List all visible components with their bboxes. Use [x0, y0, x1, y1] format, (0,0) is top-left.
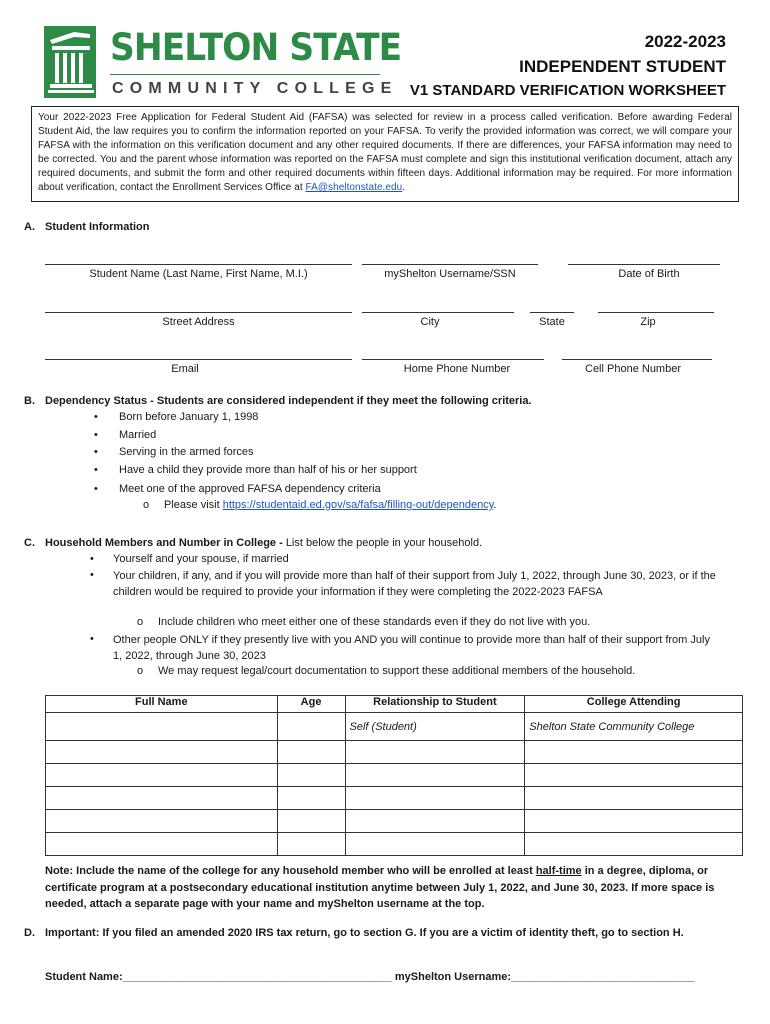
- col-header-college: College Attending: [525, 696, 743, 713]
- col-header-relationship: Relationship to Student: [345, 696, 525, 713]
- student-name-line[interactable]: [45, 264, 352, 265]
- intro-end: .: [402, 182, 406, 194]
- age-cell[interactable]: [277, 833, 345, 856]
- dependency-criterion: Have a child they provide more than half of his or her support: [119, 464, 417, 476]
- username-label: myShelton Username/SSN: [384, 268, 516, 280]
- full-name-cell[interactable]: [46, 741, 278, 764]
- dependency-link-line: [164, 499, 496, 511]
- intro-box: [31, 106, 739, 202]
- note-part-1: Note: Include the name of the college for any household member who will be enrolled at least: [45, 865, 536, 877]
- footer-username-field[interactable]: ______________________________: [511, 971, 695, 983]
- bullet-dot-icon: •: [94, 446, 98, 458]
- relationship-cell[interactable]: [345, 764, 525, 787]
- col-header-age: Age: [277, 696, 345, 713]
- college-cell[interactable]: Shelton State Community College: [525, 713, 743, 741]
- college-cell[interactable]: [525, 741, 743, 764]
- table-row: [46, 810, 743, 833]
- zip-line[interactable]: [598, 312, 714, 313]
- visit-prefix: Please visit: [164, 499, 223, 511]
- footer-username-label: myShelton Username:: [394, 971, 512, 983]
- section-b-letter: B.: [24, 395, 35, 407]
- relationship-cell[interactable]: Self (Student): [345, 713, 525, 741]
- table-row: [46, 741, 743, 764]
- college-subtitle: COMMUNITY COLLEGE: [112, 80, 398, 97]
- section-c-letter: C.: [24, 537, 35, 549]
- college-cell[interactable]: [525, 833, 743, 856]
- cell-phone-line[interactable]: [562, 359, 712, 360]
- college-cell[interactable]: [525, 764, 743, 787]
- state-label: State: [539, 316, 565, 328]
- full-name-cell[interactable]: [46, 764, 278, 787]
- sub-bullet-icon: o: [137, 616, 144, 628]
- age-cell[interactable]: [277, 787, 345, 810]
- footer-name-field[interactable]: ____________________________________________: [122, 971, 392, 983]
- age-cell[interactable]: [277, 810, 345, 833]
- footer-signature-line: [45, 971, 695, 983]
- state-line[interactable]: [530, 312, 574, 313]
- full-name-cell[interactable]: [46, 713, 278, 741]
- sub-bullet-icon: o: [143, 499, 150, 511]
- logo-divider: [110, 74, 380, 75]
- city-line[interactable]: [362, 312, 514, 313]
- student-name-label: Student Name (Last Name, First Name, M.I.): [89, 268, 308, 280]
- relationship-cell[interactable]: [345, 833, 525, 856]
- footer-name-label: Student Name:: [45, 971, 123, 983]
- home-phone-line[interactable]: [362, 359, 544, 360]
- relationship-cell[interactable]: [345, 787, 525, 810]
- college-logo: [44, 26, 96, 98]
- age-cell[interactable]: [277, 713, 345, 741]
- visit-end: .: [493, 499, 497, 511]
- note-part-2: in a degree, diploma, or certificate program at a postsecondary educational institution anytime between July 1, 2022, and June 30, 2023. If more space is needed, attach a separate page with your name and myShelton username at the top.: [45, 865, 715, 910]
- bullet-dot-icon: •: [94, 464, 98, 476]
- username-line[interactable]: [362, 264, 538, 265]
- email-label: Email: [171, 363, 199, 375]
- bullet-dot-icon: •: [94, 483, 98, 495]
- section-a-letter: A.: [24, 221, 35, 233]
- section-d-letter: D.: [24, 927, 35, 939]
- household-sub-criterion: We may request legal/court documentation to support these additional members of the household.: [158, 665, 636, 677]
- dependency-criterion: Serving in the armed forces: [119, 446, 254, 458]
- bullet-dot-icon: •: [90, 633, 94, 645]
- form-year: 2022-2023: [644, 32, 726, 51]
- bullet-dot-icon: •: [94, 411, 98, 423]
- street-line[interactable]: [45, 312, 352, 313]
- form-title: V1 STANDARD VERIFICATION WORKSHEET: [409, 82, 726, 99]
- cell-phone-label: Cell Phone Number: [585, 363, 681, 375]
- table-row: [46, 713, 743, 741]
- household-sub-criterion: Include children who meet either one of these standards even if they do not live with you.: [158, 616, 591, 628]
- dependency-criterion: Married: [119, 429, 157, 441]
- home-phone-label: Home Phone Number: [403, 363, 511, 375]
- age-cell[interactable]: [277, 764, 345, 787]
- household-criterion: Your children, if any, and if you will provide more than half of their support from July 1, 2022, through June 30, 2023, or if the children would be required to provide your information if they were completing the 2022-2023 FAFSA: [113, 570, 716, 598]
- section-c-title: [45, 537, 482, 549]
- half-time-note: [45, 863, 745, 913]
- bullet-dot-icon: •: [90, 569, 94, 581]
- table-header-row: [46, 696, 743, 713]
- zip-label: Zip: [640, 316, 656, 328]
- bullet-dot-icon: •: [94, 429, 98, 441]
- college-cell[interactable]: [525, 787, 743, 810]
- relationship-cell[interactable]: [345, 741, 525, 764]
- bullet-dot-icon: •: [90, 553, 94, 565]
- dob-label: Date of Birth: [618, 268, 680, 280]
- table-row: [46, 764, 743, 787]
- age-cell[interactable]: [277, 741, 345, 764]
- email-line[interactable]: [45, 359, 352, 360]
- enrollment-email-link[interactable]: FA@sheltonstate.edu: [305, 182, 403, 194]
- household-criterion: Yourself and your spouse, if married: [113, 553, 289, 565]
- full-name-cell[interactable]: [46, 833, 278, 856]
- note-half-time: half-time: [535, 865, 582, 877]
- form-student-type: INDEPENDENT STUDENT: [519, 57, 726, 76]
- household-criterion: Other people ONLY if they presently live with you AND you will continue to provide more than half of their support from July 1, 2022, through June 30, 2023: [113, 634, 710, 662]
- dob-line[interactable]: [568, 264, 720, 265]
- table-row: [46, 833, 743, 856]
- full-name-cell[interactable]: [46, 787, 278, 810]
- college-name: SHELTON STATE: [110, 26, 402, 69]
- section-c-instruction: List below the people in your household.: [285, 537, 483, 549]
- dependency-link[interactable]: https://studentaid.ed.gov/sa/fafsa/filling-out/dependency: [222, 499, 494, 511]
- section-b-title: Dependency Status - Students are considered independent if they meet the following criteria.: [45, 395, 532, 407]
- table-row: [46, 787, 743, 810]
- city-label: City: [420, 316, 440, 328]
- street-label: Street Address: [162, 316, 235, 328]
- household-table: [45, 695, 743, 856]
- relationship-cell[interactable]: [345, 810, 525, 833]
- col-header-full-name: Full Name: [46, 696, 278, 713]
- dependency-criterion: Born before January 1, 1998: [119, 411, 259, 423]
- college-cell[interactable]: [525, 810, 743, 833]
- section-c-heading: Household Members and Number in College -: [45, 537, 286, 549]
- intro-text: Your 2022-2023 Free Application for Federal Student Aid (FAFSA) was selected for review in a process called verification. Before awarding Federal Student Aid, the law requires you to confirm the information reported on your FAFSA. To verify the provided information was correct, we will compare your FAFSA with the information on this verification document and any other required documents. If there are differences, your FAFSA information may need to be corrected. You and the parent whose information was reported on the FAFSA must complete and sign this institutional verification document, attach any required documents, and submit the form and other required documents within fifteen days. Additional information may be required. For more information about verification, contact the Enrollment Services Office at: [38, 112, 732, 194]
- sub-bullet-icon: o: [137, 665, 144, 677]
- full-name-cell[interactable]: [46, 810, 278, 833]
- section-d-text: Important: If you filed an amended 2020 IRS tax return, go to section G. If you are a victim of identity theft, go to section H.: [45, 927, 684, 939]
- section-a-title: Student Information: [45, 221, 150, 233]
- dependency-criterion: Meet one of the approved FAFSA dependency criteria: [119, 483, 381, 495]
